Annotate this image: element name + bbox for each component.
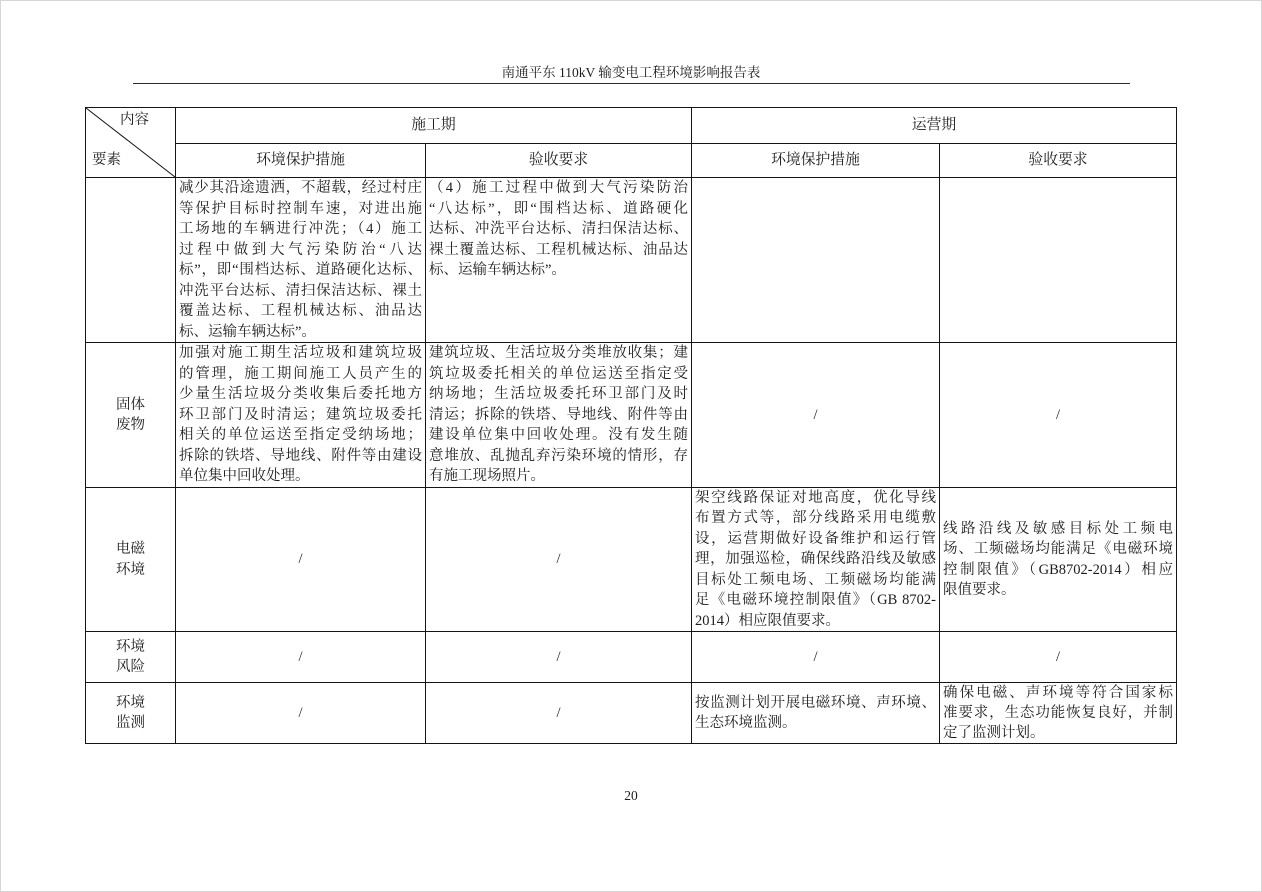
text-line: /: [298, 704, 303, 721]
text-line: /: [813, 406, 818, 423]
text-line: 定了监测计划。: [943, 725, 1045, 741]
corner-header-cell: [86, 108, 176, 178]
text-line: /: [1055, 648, 1061, 665]
text-line: 标”，即“围档达标、道路硬化达标、: [179, 262, 422, 278]
element-label-cell: [86, 178, 176, 343]
text-line: 单位集中回收处理。: [179, 468, 310, 485]
column-label: 环境保护措施: [771, 152, 860, 169]
text-line: 筑垃圾委托相关的单位运送至指定受: [429, 365, 688, 382]
operation-protection-measures-cell: [692, 178, 940, 343]
text-line: 工场地的车辆进行冲洗；（4）施工: [179, 221, 422, 237]
phase-header-construction: [176, 108, 692, 144]
operation-protection-measures-cell: [692, 488, 940, 632]
text-line: 过程中做到大气污染防治“八达: [179, 241, 422, 258]
text-line: 风险: [116, 659, 145, 675]
operation-protection-measures-cell: [692, 683, 940, 744]
text-line: 标、运输车辆达标”。: [179, 323, 316, 340]
text-line: 按监测计划开展电磁环境、声环境、: [695, 694, 936, 711]
text-line: 生态环境监测。: [695, 715, 797, 731]
column-label: 验收要求: [528, 152, 589, 169]
operation-acceptance-requirements-cell: [940, 343, 1177, 488]
construction-protection-measures-cell: [176, 488, 426, 632]
construction-protection-measures-cell: [176, 178, 426, 343]
operation-acceptance-requirements-cell: [940, 488, 1177, 632]
text-line: 纳场地；生活垃圾委托环卫部门及时: [429, 386, 688, 403]
running-header: 南通平东 110kV 输变电工程环境影响报告表: [501, 65, 761, 80]
text-line: /: [556, 704, 561, 721]
text-line: 限值要求。: [943, 582, 1016, 598]
text-line: （4）施工过程中做到大气污染防治: [429, 180, 688, 196]
text-line: 设，运营期做好设备维护和运行管: [695, 530, 936, 547]
operation-acceptance-requirements-cell: [940, 178, 1177, 343]
text-line: 确保电磁、声环境等符合国家标: [943, 685, 1173, 701]
text-line: 环卫部门及时清运；建筑垃圾委托: [179, 406, 422, 423]
column-header-construction-measures: [176, 144, 426, 178]
text-line: 准要求，生态功能恢复良好，并制: [943, 705, 1173, 721]
element-header-label: 要素: [92, 152, 121, 168]
construction-protection-measures-cell: [176, 632, 426, 683]
construction-protection-measures-cell: [176, 683, 426, 744]
text-line: 的管理，施工期间施工人员产生的: [179, 365, 422, 382]
header-rule: [133, 83, 1130, 84]
text-line: 少量生活垃圾分类收集后委托地方: [179, 386, 422, 403]
text-line: 环境: [116, 638, 145, 655]
text-line: 建筑垃圾、生活垃圾分类堆放收集；建: [429, 345, 688, 362]
text-line: 达标、冲洗平台达标、清扫保洁达标、: [429, 221, 688, 237]
text-line: 环境: [116, 561, 145, 578]
text-line: 等保护目标时控制车速，对进出施: [179, 200, 422, 217]
text-line: 清运；拆除的铁塔、导地线、附件等由: [429, 406, 688, 423]
text-line: 减少其沿途遗洒，不超载，经过村庄: [179, 180, 422, 196]
column-header-operation-acceptance: [940, 144, 1177, 178]
text-line: 电磁: [116, 541, 145, 557]
text-line: 环境: [116, 694, 145, 711]
text-line: /: [298, 551, 303, 568]
construction-acceptance-requirements-cell: [426, 683, 692, 744]
column-label: 验收要求: [1028, 152, 1088, 169]
text-line: 理，加强巡检，确保线路沿线及敏感: [695, 551, 936, 568]
text-line: 目标处工频电场、工频磁场均能满: [695, 571, 936, 588]
element-label-cell: [86, 488, 176, 632]
text-line: 架空线路保证对地高度，优化导线: [695, 490, 936, 507]
construction-acceptance-requirements-cell: [426, 343, 692, 488]
environmental-measures-table: [85, 107, 1177, 744]
phase-header-operation: [692, 108, 1177, 144]
text-line: 建设单位集中回收处理。没有发生随: [429, 427, 688, 444]
text-line: 覆盖达标、工程机械达标、油品达: [179, 303, 422, 319]
text-line: 废物: [116, 417, 145, 433]
element-label-cell: [86, 683, 176, 744]
column-header-operation-measures: [692, 144, 940, 178]
operation-acceptance-requirements-cell: [940, 632, 1177, 683]
text-line: 控制限值》（GB8702-2014）相应: [943, 561, 1173, 578]
text-line: 足《电磁环境控制限值》（GB 8702-: [695, 592, 936, 609]
element-label-cell: [86, 632, 176, 683]
text-line: /: [298, 648, 303, 665]
page-number: 20: [624, 788, 638, 803]
text-line: 2014）相应限值要求。: [695, 612, 840, 629]
text-line: 有施工现场照片。: [429, 468, 545, 485]
construction-acceptance-requirements-cell: [426, 178, 692, 343]
text-line: 裸土覆盖达标、工程机械达标、油品达: [429, 241, 688, 258]
element-label-cell: [86, 343, 176, 488]
phase-label: 运营期: [911, 117, 957, 134]
text-line: 加强对施工期生活垃圾和建筑垃圾: [179, 345, 422, 362]
content-header-label: 内容: [120, 112, 149, 128]
text-line: /: [1055, 406, 1061, 423]
text-line: 布置方式等，部分线路采用电缆敷: [695, 510, 936, 527]
operation-acceptance-requirements-cell: [940, 683, 1177, 744]
text-line: “八达标”，即“围档达标、道路硬化: [429, 200, 688, 217]
operation-protection-measures-cell: [692, 632, 940, 683]
column-header-construction-acceptance: [426, 144, 692, 178]
text-line: 拆除的铁塔、导地线、附件等由建设: [179, 447, 422, 464]
construction-protection-measures-cell: [176, 343, 426, 488]
text-line: 标、运输车辆达标”。: [429, 262, 566, 278]
text-line: /: [556, 551, 561, 568]
text-line: 场、工频磁场均能满足《电磁环境: [943, 541, 1173, 557]
construction-acceptance-requirements-cell: [426, 488, 692, 632]
text-line: 线路沿线及敏感目标处工频电: [943, 520, 1173, 537]
phase-label: 施工期: [411, 117, 456, 134]
text-line: /: [556, 648, 561, 665]
text-line: /: [813, 648, 818, 665]
text-line: 固体: [116, 396, 145, 413]
operation-protection-measures-cell: [692, 343, 940, 488]
column-label: 环境保护措施: [256, 152, 345, 169]
text-line: 监测: [116, 715, 145, 731]
construction-acceptance-requirements-cell: [426, 632, 692, 683]
text-line: 意堆放、乱抛乱弃污染环境的情形，存: [429, 447, 688, 464]
text-line: 相关的单位运送至指定受纳场地；: [179, 427, 422, 444]
text-line: 冲洗平台达标、清扫保洁达标、裸土: [179, 282, 422, 299]
